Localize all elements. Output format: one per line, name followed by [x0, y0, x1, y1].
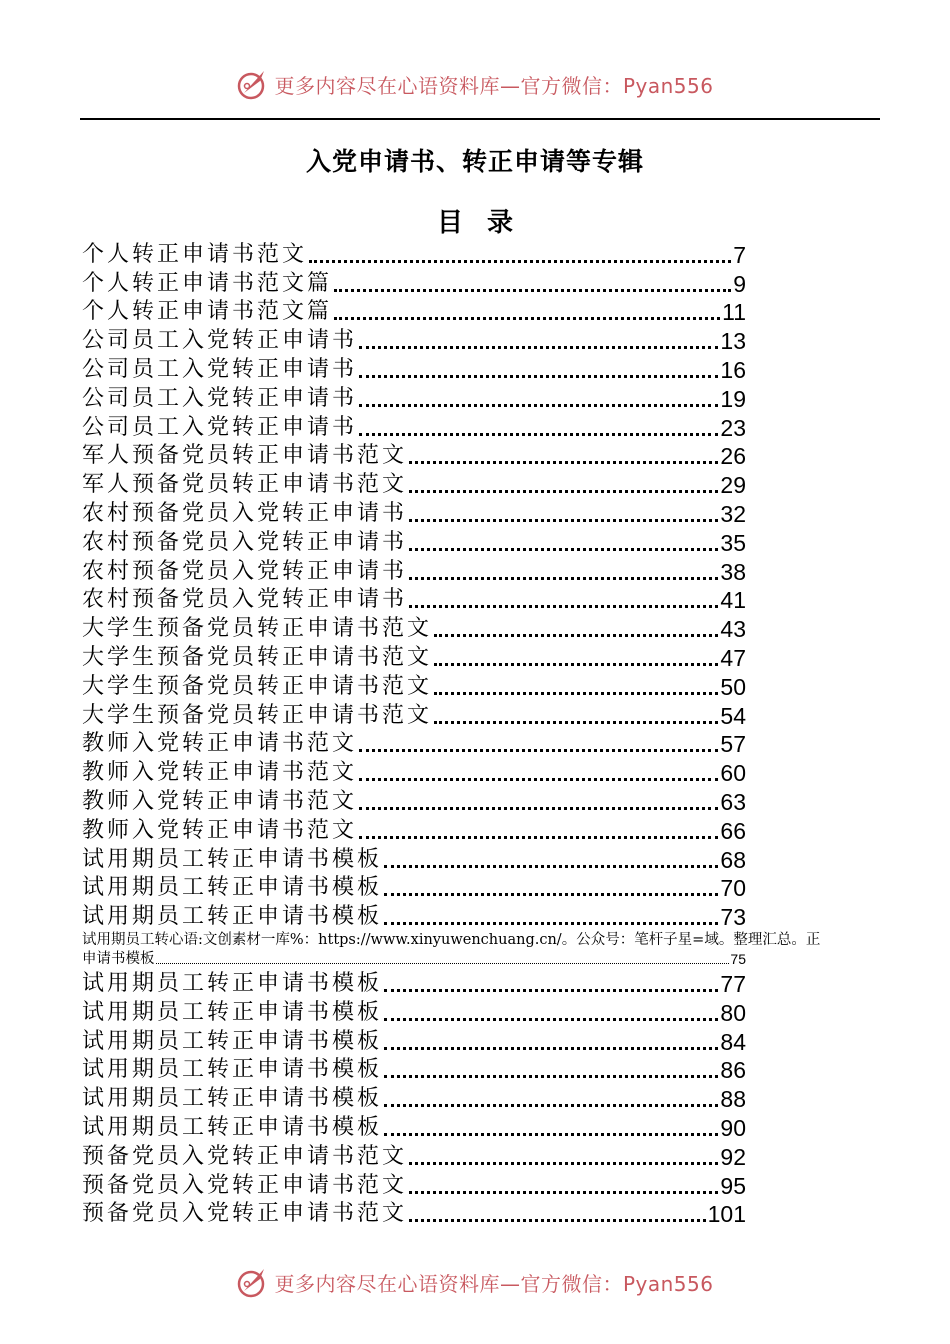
toc-leader-dots	[409, 1191, 718, 1194]
toc-leader-dots	[359, 749, 718, 752]
toc-entry[interactable]	[82, 1142, 746, 1171]
header-banner-separator: —	[499, 73, 521, 98]
toc-leader-dots	[409, 1162, 718, 1165]
toc-entry-label: 公司员工入党转正申请书	[82, 414, 358, 440]
toc-leader-dots	[434, 663, 718, 666]
toc-entry-page: 50	[720, 673, 746, 700]
toc-entry[interactable]	[82, 384, 746, 413]
quill-logo-icon	[236, 67, 270, 101]
toc-entry[interactable]	[82, 614, 746, 643]
header-banner-wechat: 官方微信：Pyan556	[520, 73, 714, 98]
toc-list-before	[82, 240, 746, 931]
toc-entry[interactable]	[82, 902, 746, 931]
toc-entry-label: 大学生预备党员转正申请书范文	[82, 644, 433, 670]
toc-entry-page: 95	[720, 1172, 746, 1199]
toc-entry-page: 54	[720, 702, 746, 729]
toc-leader-dots	[309, 260, 731, 263]
toc-entry-page: 57	[720, 731, 746, 758]
toc-entry-label: 农村预备党员入党转正申请书	[82, 529, 408, 555]
toc-entry-label: 大学生预备党员转正申请书范文	[82, 702, 433, 728]
toc-entry-page: 7	[733, 241, 746, 268]
toc-entry-page: 35	[720, 529, 746, 556]
footer-banner-text	[274, 1268, 713, 1297]
toc-entry[interactable]	[82, 816, 746, 845]
toc-leader-dots	[409, 548, 718, 551]
toc-entry[interactable]	[82, 442, 746, 471]
toc-leader-dots	[434, 692, 718, 695]
toc-entry-page: 29	[720, 472, 746, 499]
toc-heading: 目录	[436, 208, 537, 238]
footer-banner	[0, 1262, 950, 1302]
toc-entry-label: 大学生预备党员转正申请书范文	[82, 616, 433, 642]
toc-entry-small-label: 申请书模板	[82, 951, 155, 968]
toc-entry-page: 13	[720, 328, 746, 355]
toc-entry-page: 63	[720, 788, 746, 815]
toc-entry[interactable]	[82, 1171, 746, 1200]
toc-entry[interactable]	[82, 1056, 746, 1085]
toc-entry-label: 农村预备党员入党转正申请书	[82, 500, 408, 526]
toc-entry-page: 80	[720, 999, 746, 1026]
footer-banner-wechat: 官方微信：Pyan556	[520, 1271, 714, 1296]
toc-entry-label: 预备党员入党转正申请书范文	[82, 1201, 408, 1227]
toc-entry[interactable]	[82, 298, 746, 327]
toc-entry-label: 试用期员工转正申请书模板	[82, 1057, 383, 1083]
toc-entry-page: 101	[707, 1201, 746, 1228]
footer-banner-title: 更多内容尽在心语资料库	[274, 1271, 500, 1296]
toc-entry-label: 试用期员工转正申请书模板	[82, 999, 383, 1025]
toc-entry-page: 41	[720, 587, 746, 614]
toc-leader-dots	[384, 1104, 718, 1107]
toc-entry-page: 92	[720, 1143, 746, 1170]
toc-entry-label: 试用期员工转正申请书模板	[82, 970, 383, 996]
toc-entry-label: 大学生预备党员转正申请书范文	[82, 673, 433, 699]
toc-leader-dots	[384, 865, 718, 868]
toc-entry-page: 38	[720, 558, 746, 585]
toc-entry-page: 68	[720, 846, 746, 873]
toc-entry-label: 教师入党转正申请书范文	[82, 760, 358, 786]
toc-leader-dots	[359, 778, 718, 781]
toc-entry-page: 11	[722, 299, 746, 326]
toc-entry-label: 教师入党转正申请书范文	[82, 788, 358, 814]
toc-entry-page: 70	[720, 875, 746, 902]
quill-logo-icon	[236, 1265, 270, 1299]
toc-entry[interactable]	[82, 528, 746, 557]
toc-entry[interactable]	[82, 672, 746, 701]
toc-entry-page: 60	[720, 760, 746, 787]
toc-entry[interactable]	[82, 240, 746, 269]
toc-entry[interactable]	[82, 1027, 746, 1056]
toc-entry[interactable]	[82, 326, 746, 355]
toc-entry-label: 预备党员入党转正申请书范文	[82, 1143, 408, 1169]
toc-entry[interactable]	[82, 874, 746, 903]
toc-entry-page: 23	[720, 414, 746, 441]
toc-entry-label: 试用期员工转正申请书模板	[82, 846, 383, 872]
toc-leader-dots	[409, 519, 718, 522]
toc-entry-label: 个人转正申请书范文篇	[82, 270, 333, 296]
toc-entry-label: 公司员工入党转正申请书	[82, 328, 358, 354]
toc-entry[interactable]	[82, 730, 746, 759]
toc-entry[interactable]	[82, 586, 746, 615]
toc-entry-small-page: 75	[730, 951, 746, 968]
toc-entry[interactable]	[82, 643, 746, 672]
toc-leader-dots	[384, 1075, 718, 1078]
toc-entry-page: 43	[720, 616, 746, 643]
toc-entry-label: 试用期员工转正申请书模板	[82, 1028, 383, 1054]
toc-entry[interactable]	[82, 758, 746, 787]
toc-entry-page: 26	[720, 443, 746, 470]
toc-leader-dots	[409, 605, 718, 608]
toc-entry-label: 个人转正申请书范文篇	[82, 299, 333, 325]
toc-leader-dots	[409, 1219, 706, 1222]
toc-leader-dots	[334, 317, 720, 320]
toc-leader-dots	[359, 404, 718, 407]
toc-entry-label: 试用期员工转正申请书模板	[82, 875, 383, 901]
toc-entry-label: 试用期员工转正申请书模板	[82, 1086, 383, 1112]
toc-entry-label: 个人转正申请书范文	[82, 241, 308, 267]
toc-entry-page: 88	[720, 1086, 746, 1113]
toc-entry-page: 19	[720, 385, 746, 412]
toc-entry-label: 教师入党转正申请书范文	[82, 817, 358, 843]
toc-leader-dots	[359, 807, 718, 810]
toc-leader-dots	[334, 289, 731, 292]
toc-entry-label: 农村预备党员入党转正申请书	[82, 558, 408, 584]
toc-leader-dots	[434, 634, 718, 637]
toc-entry-page: 16	[720, 356, 746, 383]
toc-leader-dots	[409, 461, 718, 464]
toc-leader-dots	[359, 346, 718, 349]
header-banner	[0, 64, 950, 104]
toc-entry-page: 90	[720, 1114, 746, 1141]
toc-leader-dots	[384, 989, 718, 992]
toc-leader-dots	[384, 922, 718, 925]
toc-entry-page: 73	[720, 904, 746, 931]
toc-leader-dots	[156, 963, 730, 964]
toc-leader-dots	[359, 433, 718, 436]
toc-entry-label: 教师入党转正申请书范文	[82, 731, 358, 757]
toc-entry-label: 公司员工入党转正申请书	[82, 356, 358, 382]
toc-entry[interactable]	[82, 470, 746, 499]
toc-entry-label: 试用期员工转正申请书模板	[82, 904, 383, 930]
toc-entry[interactable]	[82, 355, 746, 384]
toc-entry-label: 军人预备党员转正申请书范文	[82, 443, 408, 469]
toc-entry-page: 86	[720, 1057, 746, 1084]
toc-entry-label: 试用期员工转正申请书模板	[82, 1114, 383, 1140]
toc-entry[interactable]	[82, 969, 746, 998]
toc-entry-label: 预备党员入党转正申请书范文	[82, 1172, 408, 1198]
toc-entry-page: 77	[720, 970, 746, 997]
toc-entry-page: 9	[733, 270, 746, 297]
table-of-contents	[82, 240, 821, 1228]
toc-entry-small[interactable]	[82, 931, 880, 969]
toc-entry[interactable]	[82, 1084, 746, 1113]
toc-entry[interactable]	[82, 845, 746, 874]
toc-entry[interactable]	[82, 1200, 746, 1229]
toc-leader-dots	[359, 836, 718, 839]
toc-entry-page: 47	[720, 644, 746, 671]
toc-leader-dots	[359, 375, 718, 378]
toc-entry[interactable]	[82, 413, 746, 442]
toc-entry-label: 公司员工入党转正申请书	[82, 385, 358, 411]
header-banner-text	[274, 70, 713, 99]
toc-entry-label: 农村预备党员入党转正申请书	[82, 587, 408, 613]
toc-leader-dots	[384, 893, 718, 896]
toc-entry[interactable]	[82, 998, 746, 1027]
toc-entry[interactable]	[82, 787, 746, 816]
toc-entry[interactable]	[82, 701, 746, 730]
toc-entry-small-line2	[82, 950, 746, 969]
header-banner-title: 更多内容尽在心语资料库	[274, 73, 500, 98]
toc-list-after	[82, 969, 746, 1228]
toc-entry-page: 66	[720, 817, 746, 844]
toc-entry[interactable]	[82, 557, 746, 586]
toc-entry-small-line1: 试用期员工转心语:文创素材一库%：https://www.xinyuwenchuang.cn/。公众号：笔杆子星=域。整理汇总。正	[82, 932, 821, 949]
footer-banner-separator: —	[499, 1271, 521, 1296]
toc-leader-dots	[384, 1133, 718, 1136]
toc-leader-dots	[384, 1018, 718, 1021]
toc-entry[interactable]	[82, 499, 746, 528]
toc-leader-dots	[409, 577, 718, 580]
toc-leader-dots	[384, 1047, 718, 1050]
toc-leader-dots	[434, 721, 718, 724]
toc-leader-dots	[409, 490, 718, 493]
page-title: 入党申请书、转正申请等专辑	[305, 147, 644, 176]
header-rule	[80, 118, 880, 120]
toc-entry-page: 32	[720, 500, 746, 527]
toc-entry-label: 军人预备党员转正申请书范文	[82, 472, 408, 498]
toc-entry-page: 84	[720, 1028, 746, 1055]
toc-entry[interactable]	[82, 1113, 746, 1142]
toc-entry[interactable]	[82, 269, 746, 298]
